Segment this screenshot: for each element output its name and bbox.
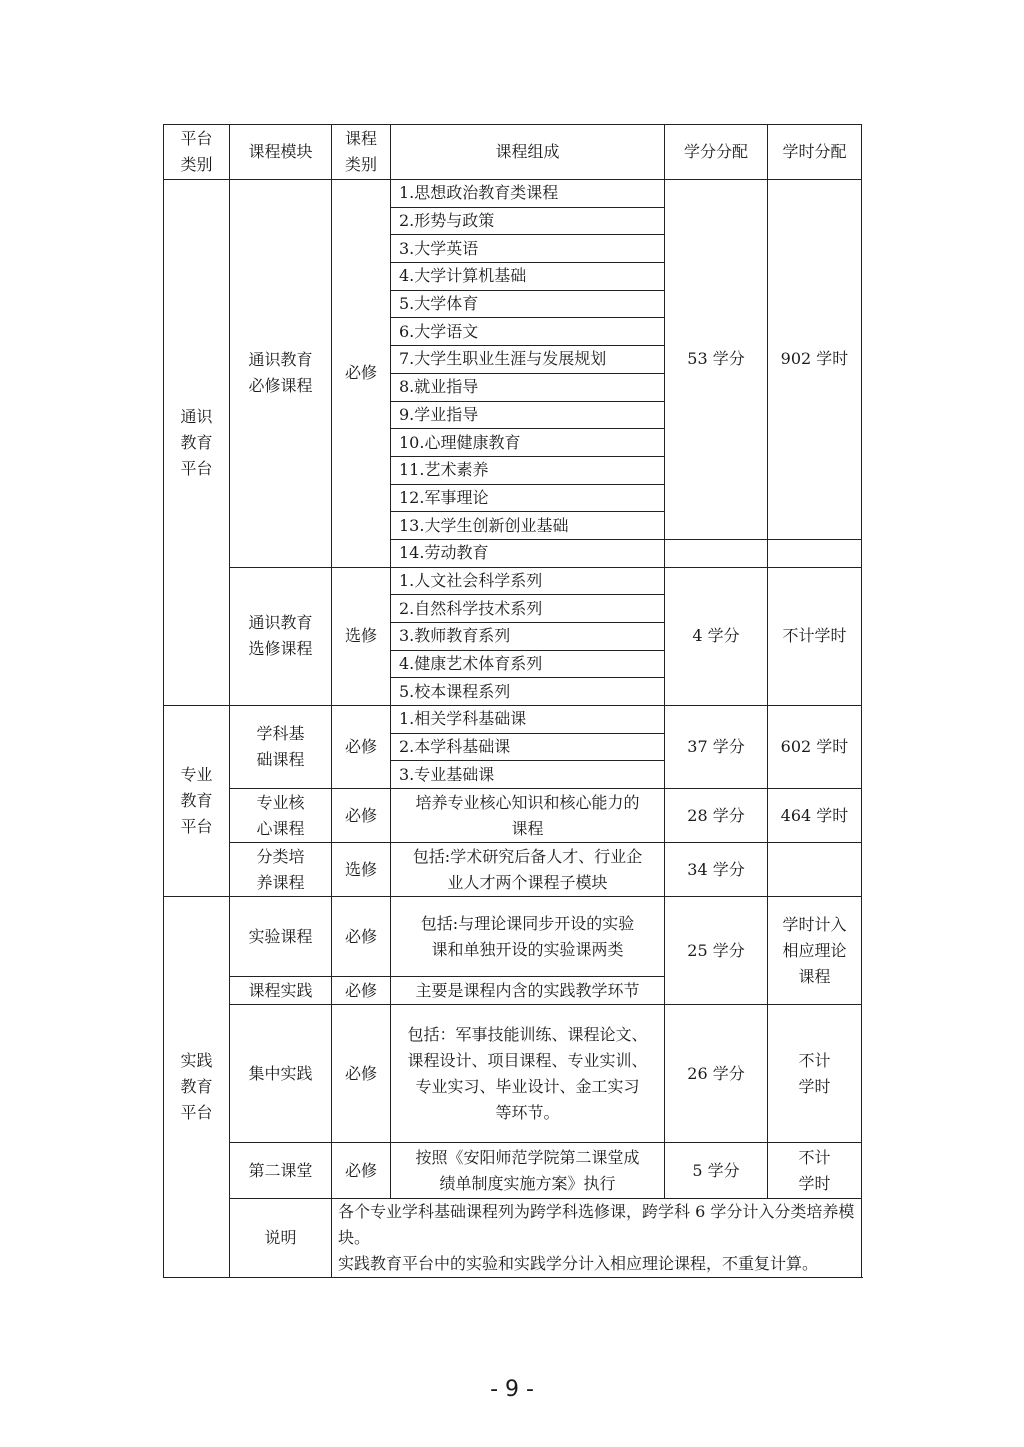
table-row: [164, 180, 862, 208]
hours-general-required: 902 学时: [768, 180, 862, 540]
hours-concentrated: 不计 学时: [768, 1005, 862, 1143]
credits-concentrated: 26 学分: [665, 1005, 768, 1143]
table-row: [164, 1005, 862, 1143]
curriculum-table: [163, 124, 862, 1278]
credits-second-classroom: 5 学分: [665, 1143, 768, 1199]
type-concentrated: 必修: [332, 1005, 391, 1143]
course-item: 6.大学语文: [391, 318, 665, 346]
module-concentrated: 集中实践: [230, 1005, 332, 1143]
hours-classified: [768, 843, 862, 897]
header-row: [164, 125, 862, 180]
type-second-classroom: 必修: [332, 1143, 391, 1199]
course-item: 3.专业基础课: [391, 761, 665, 789]
module-experiment: 实验课程: [230, 897, 332, 977]
table-row: [164, 897, 862, 977]
table-row: [164, 1143, 862, 1199]
table-row: [164, 706, 862, 734]
course-item: 5.校本课程系列: [391, 678, 665, 706]
course-item: 2.形势与政策: [391, 207, 665, 235]
header-hours: 学时分配: [768, 125, 862, 180]
note-row: [164, 1199, 862, 1278]
type-classified: 选修: [332, 843, 391, 897]
module-course-practice: 课程实践: [230, 977, 332, 1005]
course-item: 12.军事理论: [391, 484, 665, 512]
course-item: 1.人文社会科学系列: [391, 567, 665, 595]
table-row: [164, 843, 862, 897]
platform-practice: 实践 教育 平台: [164, 897, 230, 1278]
header-platform: 平台 类别: [164, 125, 230, 180]
hours-foundation: 602 学时: [768, 706, 862, 789]
table-row: [164, 567, 862, 595]
course-item: 14.劳动教育: [391, 539, 665, 567]
hours-experiment: 学时计入 相应理论 课程: [768, 897, 862, 1005]
course-item: 1.相关学科基础课: [391, 706, 665, 734]
credits-experiment: 25 学分: [665, 897, 768, 1005]
content-concentrated: 包括：军事技能训练、课程论文、 课程设计、项目课程、专业实训、 专业实习、毕业设计、金工实习 等环节。: [391, 1005, 665, 1143]
course-item: 2.本学科基础课: [391, 733, 665, 761]
content-core: 培养专业核心知识和核心能力的 课程: [391, 789, 665, 843]
header-course-type: 课程 类别: [332, 125, 391, 180]
course-item: 8.就业指导: [391, 373, 665, 401]
type-general-elective: 选修: [332, 567, 391, 705]
course-item: 3.教师教育系列: [391, 623, 665, 651]
module-second-classroom: 第二课堂: [230, 1143, 332, 1199]
course-item: 11.艺术素养: [391, 456, 665, 484]
hours-empty-cell: [768, 539, 862, 567]
table-row: [164, 789, 862, 843]
course-item: 5.大学体育: [391, 290, 665, 318]
course-item: 3.大学英语: [391, 235, 665, 263]
credits-empty-cell: [665, 539, 768, 567]
credits-foundation: 37 学分: [665, 706, 768, 789]
type-experiment: 必修: [332, 897, 391, 977]
module-general-required: 通识教育 必修课程: [230, 180, 332, 568]
platform-professional: 专业 教育 平台: [164, 706, 230, 897]
content-second-classroom: 按照《安阳师范学院第二课堂成 绩单制度实施方案》执行: [391, 1143, 665, 1199]
hours-second-classroom: 不计 学时: [768, 1143, 862, 1199]
note-text: 各个专业学科基础课程列为跨学科选修课，跨学科 6 学分计入分类培养模块。 实践教育平台中的实验和实践学分计入相应理论课程，不重复计算。: [332, 1199, 862, 1278]
module-classified: 分类培 养课程: [230, 843, 332, 897]
credits-classified: 34 学分: [665, 843, 768, 897]
type-foundation: 必修: [332, 706, 391, 789]
credits-general-elective: 4 学分: [665, 567, 768, 705]
header-credits: 学分分配: [665, 125, 768, 180]
content-experiment: 包括:与理论课同步开设的实验 课和单独开设的实验课两类: [391, 897, 665, 977]
module-general-elective: 通识教育 选修课程: [230, 567, 332, 705]
hours-general-elective: 不计学时: [768, 567, 862, 705]
course-item: 7.大学生职业生涯与发展规划: [391, 346, 665, 374]
type-course-practice: 必修: [332, 977, 391, 1005]
platform-general: 通识 教育 平台: [164, 180, 230, 706]
type-general-required: 必修: [332, 180, 391, 568]
page-number: - 9 -: [490, 1377, 534, 1402]
header-composition: 课程组成: [391, 125, 665, 180]
course-item: 4.大学计算机基础: [391, 263, 665, 291]
content-course-practice: 主要是课程内含的实践教学环节: [391, 977, 665, 1005]
course-item: 13.大学生创新创业基础: [391, 512, 665, 540]
hours-core: 464 学时: [768, 789, 862, 843]
content-classified: 包括:学术研究后备人才、行业企 业人才两个课程子模块: [391, 843, 665, 897]
course-item: 2.自然科学技术系列: [391, 595, 665, 623]
module-foundation: 学科基 础课程: [230, 706, 332, 789]
module-core: 专业核 心课程: [230, 789, 332, 843]
type-core: 必修: [332, 789, 391, 843]
course-item: 9.学业指导: [391, 401, 665, 429]
course-item: 4.健康艺术体育系列: [391, 650, 665, 678]
course-item: 10.心理健康教育: [391, 429, 665, 457]
course-item: 1.思想政治教育类课程: [391, 180, 665, 208]
note-label: 说明: [230, 1199, 332, 1278]
header-module: 课程模块: [230, 125, 332, 180]
credits-general-required: 53 学分: [665, 180, 768, 540]
credits-core: 28 学分: [665, 789, 768, 843]
